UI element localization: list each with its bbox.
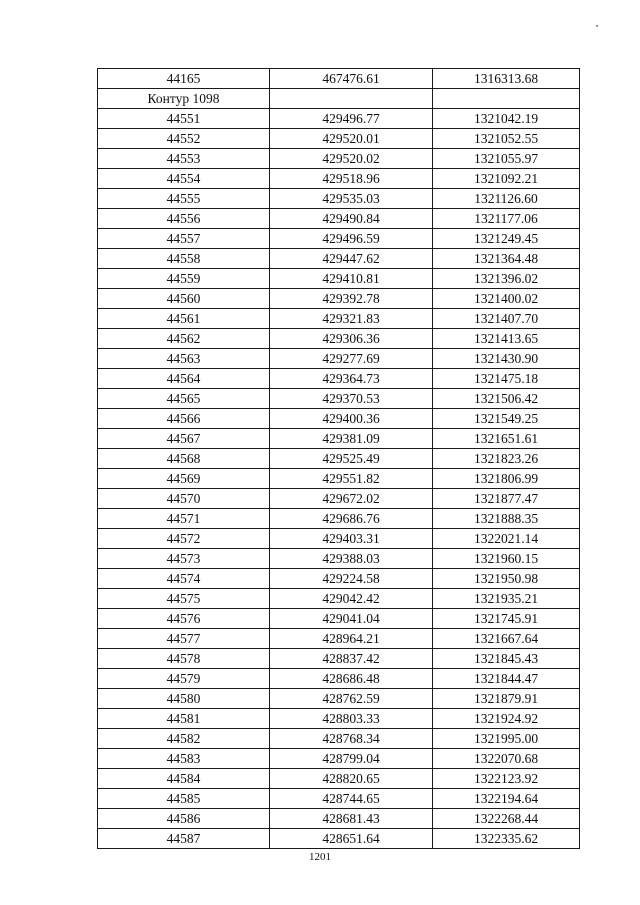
cell-point-id: 44551 [98, 109, 270, 129]
cell-point-id: 44558 [98, 249, 270, 269]
cell-point-id: 44577 [98, 629, 270, 649]
cell-x-coordinate: 429403.31 [270, 529, 433, 549]
cell-y-coordinate: 1321877.47 [433, 489, 580, 509]
cell-y-coordinate: 1321879.91 [433, 689, 580, 709]
table-row [98, 629, 580, 649]
table-row [98, 309, 580, 329]
cell-y-coordinate: 1321844.47 [433, 669, 580, 689]
table-row [98, 789, 580, 809]
table-row [98, 429, 580, 449]
table-row [98, 129, 580, 149]
cell-x-coordinate: 429520.01 [270, 129, 433, 149]
table-row [98, 549, 580, 569]
cell-x-coordinate: 429518.96 [270, 169, 433, 189]
cell-y-coordinate: 1321745.91 [433, 609, 580, 629]
cell-y-coordinate: 1321430.90 [433, 349, 580, 369]
cell-x-coordinate: 429525.49 [270, 449, 433, 469]
cell-y-coordinate: 1321806.99 [433, 469, 580, 489]
cell-point-id: 44586 [98, 809, 270, 829]
cell-point-id: 44567 [98, 429, 270, 449]
cell-y-coordinate: 1321651.61 [433, 429, 580, 449]
cell-x-coordinate: 429410.81 [270, 269, 433, 289]
cell-x-coordinate: 429496.59 [270, 229, 433, 249]
table-row [98, 289, 580, 309]
cell-x-coordinate: 429672.02 [270, 489, 433, 509]
cell-x-coordinate: 428651.64 [270, 829, 433, 849]
cell-y-coordinate: 1322335.62 [433, 829, 580, 849]
cell-x-coordinate: 429277.69 [270, 349, 433, 369]
table-row [98, 669, 580, 689]
cell-x-coordinate: 428820.65 [270, 769, 433, 789]
cell-y-coordinate: 1321924.92 [433, 709, 580, 729]
cell-point-id: 44560 [98, 289, 270, 309]
cell-x-coordinate: 429551.82 [270, 469, 433, 489]
cell-y-coordinate: 1321935.21 [433, 589, 580, 609]
cell-point-id: 44566 [98, 409, 270, 429]
cell-point-id: 44555 [98, 189, 270, 209]
section-label: Контур 1098 [98, 89, 270, 109]
cell-point-id: 44564 [98, 369, 270, 389]
cell-x-coordinate: 467476.61 [270, 69, 433, 89]
coordinates-table [97, 68, 580, 849]
cell-x-coordinate: 428803.33 [270, 709, 433, 729]
cell-y-coordinate: 1322021.14 [433, 529, 580, 549]
cell-x-coordinate: 428768.34 [270, 729, 433, 749]
cell-y-coordinate: 1321960.15 [433, 549, 580, 569]
cell-y-coordinate: 1321845.43 [433, 649, 580, 669]
cell-y-coordinate: 1321092.21 [433, 169, 580, 189]
cell-y-coordinate: 1322123.92 [433, 769, 580, 789]
table-row [98, 229, 580, 249]
cell-point-id: 44581 [98, 709, 270, 729]
cell-x-coordinate: 429042.42 [270, 589, 433, 609]
cell-point-id: 44554 [98, 169, 270, 189]
cell-point-id: 44569 [98, 469, 270, 489]
cell-point-id: 44574 [98, 569, 270, 589]
table-row [98, 249, 580, 269]
cell-x-coordinate: 429224.58 [270, 569, 433, 589]
table-row [98, 69, 580, 89]
cell-y-coordinate: 1321042.19 [433, 109, 580, 129]
table-row [98, 689, 580, 709]
cell-x-coordinate: 428837.42 [270, 649, 433, 669]
table-row [98, 509, 580, 529]
cell-x-coordinate: 428964.21 [270, 629, 433, 649]
table-row [98, 209, 580, 229]
table-row [98, 149, 580, 169]
cell-point-id: 44559 [98, 269, 270, 289]
cell-y-coordinate: 1321823.26 [433, 449, 580, 469]
cell-x-coordinate: 429306.36 [270, 329, 433, 349]
cell-y-coordinate: 1322194.64 [433, 789, 580, 809]
table-row [98, 169, 580, 189]
cell-x-coordinate [270, 89, 433, 109]
scan-speck [596, 25, 598, 27]
cell-point-id: 44553 [98, 149, 270, 169]
cell-point-id: 44571 [98, 509, 270, 529]
table-row [98, 809, 580, 829]
cell-x-coordinate: 429370.53 [270, 389, 433, 409]
cell-y-coordinate: 1321413.65 [433, 329, 580, 349]
cell-y-coordinate: 1321126.60 [433, 189, 580, 209]
page-number: 1201 [309, 851, 331, 863]
table-row [98, 829, 580, 849]
cell-point-id: 44583 [98, 749, 270, 769]
cell-x-coordinate: 429392.78 [270, 289, 433, 309]
cell-point-id: 44582 [98, 729, 270, 749]
table-row [98, 709, 580, 729]
cell-x-coordinate: 429520.02 [270, 149, 433, 169]
cell-y-coordinate: 1321950.98 [433, 569, 580, 589]
cell-y-coordinate: 1321667.64 [433, 629, 580, 649]
cell-y-coordinate: 1321407.70 [433, 309, 580, 329]
cell-x-coordinate: 428744.65 [270, 789, 433, 809]
cell-point-id: 44565 [98, 389, 270, 409]
cell-point-id: 44576 [98, 609, 270, 629]
cell-y-coordinate: 1321475.18 [433, 369, 580, 389]
table-row [98, 449, 580, 469]
cell-point-id: 44578 [98, 649, 270, 669]
cell-x-coordinate: 429496.77 [270, 109, 433, 129]
cell-y-coordinate: 1321549.25 [433, 409, 580, 429]
cell-x-coordinate: 428799.04 [270, 749, 433, 769]
cell-point-id: 44562 [98, 329, 270, 349]
cell-point-id: 44572 [98, 529, 270, 549]
cell-y-coordinate: 1321055.97 [433, 149, 580, 169]
cell-y-coordinate: 1321364.48 [433, 249, 580, 269]
cell-point-id: 44585 [98, 789, 270, 809]
table-row [98, 769, 580, 789]
table-row [98, 349, 580, 369]
coordinates-table-body [98, 69, 580, 849]
table-row [98, 389, 580, 409]
cell-point-id: 44575 [98, 589, 270, 609]
cell-y-coordinate: 1321052.55 [433, 129, 580, 149]
table-row [98, 469, 580, 489]
cell-point-id: 44568 [98, 449, 270, 469]
cell-x-coordinate: 429041.04 [270, 609, 433, 629]
cell-x-coordinate: 429381.09 [270, 429, 433, 449]
cell-x-coordinate: 429364.73 [270, 369, 433, 389]
cell-x-coordinate: 428686.48 [270, 669, 433, 689]
cell-y-coordinate [433, 89, 580, 109]
cell-y-coordinate: 1321249.45 [433, 229, 580, 249]
table-row [98, 369, 580, 389]
cell-x-coordinate: 429400.36 [270, 409, 433, 429]
table-row [98, 329, 580, 349]
cell-y-coordinate: 1322070.68 [433, 749, 580, 769]
cell-point-id: 44573 [98, 549, 270, 569]
cell-y-coordinate: 1316313.68 [433, 69, 580, 89]
cell-y-coordinate: 1321995.00 [433, 729, 580, 749]
cell-point-id: 44552 [98, 129, 270, 149]
cell-x-coordinate: 428681.43 [270, 809, 433, 829]
cell-x-coordinate: 429490.84 [270, 209, 433, 229]
cell-point-id: 44563 [98, 349, 270, 369]
cell-point-id: 44561 [98, 309, 270, 329]
cell-point-id: 44587 [98, 829, 270, 849]
cell-point-id: 44557 [98, 229, 270, 249]
cell-x-coordinate: 429388.03 [270, 549, 433, 569]
cell-y-coordinate: 1322268.44 [433, 809, 580, 829]
table-row [98, 189, 580, 209]
table-row [98, 269, 580, 289]
table-row [98, 109, 580, 129]
cell-point-id: 44584 [98, 769, 270, 789]
cell-x-coordinate: 428762.59 [270, 689, 433, 709]
cell-y-coordinate: 1321506.42 [433, 389, 580, 409]
cell-y-coordinate: 1321396.02 [433, 269, 580, 289]
cell-point-id: 44580 [98, 689, 270, 709]
cell-point-id: 44556 [98, 209, 270, 229]
table-row [98, 529, 580, 549]
table-row [98, 489, 580, 509]
section-header-row [98, 89, 580, 109]
cell-point-id: 44165 [98, 69, 270, 89]
cell-x-coordinate: 429447.62 [270, 249, 433, 269]
cell-y-coordinate: 1321177.06 [433, 209, 580, 229]
cell-point-id: 44570 [98, 489, 270, 509]
cell-y-coordinate: 1321400.02 [433, 289, 580, 309]
cell-y-coordinate: 1321888.35 [433, 509, 580, 529]
cell-x-coordinate: 429535.03 [270, 189, 433, 209]
table-row [98, 749, 580, 769]
table-row [98, 649, 580, 669]
table-row [98, 729, 580, 749]
cell-x-coordinate: 429686.76 [270, 509, 433, 529]
table-row [98, 409, 580, 429]
table-row [98, 569, 580, 589]
table-row [98, 609, 580, 629]
cell-x-coordinate: 429321.83 [270, 309, 433, 329]
table-row [98, 589, 580, 609]
cell-point-id: 44579 [98, 669, 270, 689]
